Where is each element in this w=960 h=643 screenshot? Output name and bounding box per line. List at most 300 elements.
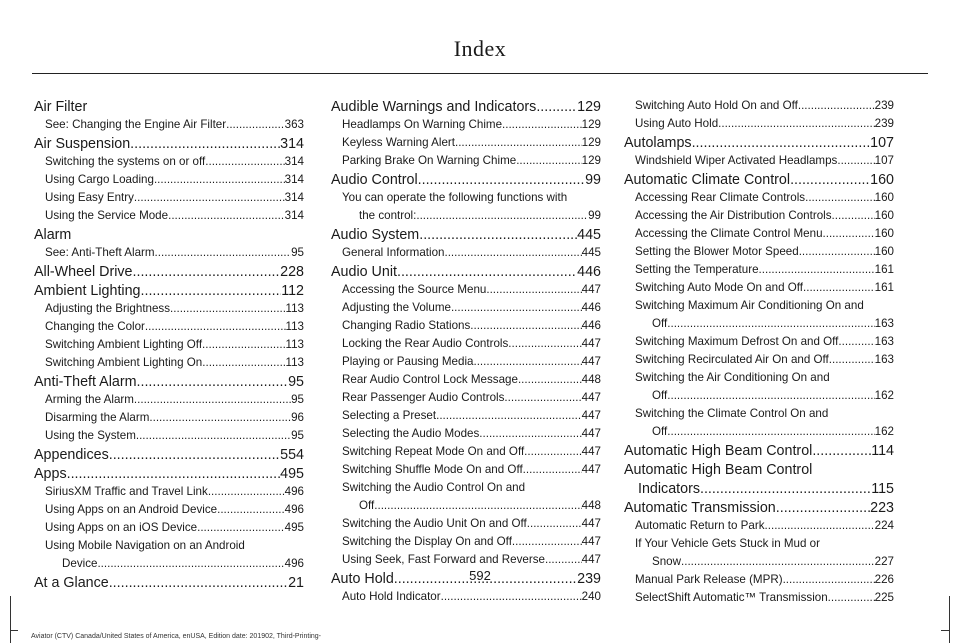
index-heading xyxy=(34,373,304,391)
page-reference: 447 xyxy=(581,553,601,566)
index-subentry xyxy=(624,387,894,405)
entry-label: Switching Ambient Lighting On xyxy=(45,356,203,369)
page-reference: 113 xyxy=(285,302,304,315)
dot-leader xyxy=(502,116,582,134)
crop-mark-right xyxy=(949,596,950,643)
dot-leader xyxy=(374,497,581,515)
index-subentry xyxy=(331,479,601,497)
entry-label: Switching Ambient Lighting Off xyxy=(45,338,203,351)
index-subentry xyxy=(624,315,894,333)
dot-leader xyxy=(524,443,581,461)
page-reference: 227 xyxy=(874,555,894,568)
dot-leader xyxy=(473,353,581,371)
dot-leader xyxy=(154,171,285,189)
entry-label: Switching Maximum Defrost On and Off xyxy=(635,335,839,348)
index-subentry xyxy=(624,152,894,170)
index-subentry xyxy=(331,152,601,170)
entry-label: Switching Maximum Air Conditioning On and xyxy=(635,299,864,312)
page-reference: 161 xyxy=(874,281,894,294)
dot-leader xyxy=(759,261,875,279)
page-reference: 113 xyxy=(285,338,304,351)
dot-leader xyxy=(397,263,577,281)
entry-label: Using Seek, Fast Forward and Reverse xyxy=(342,553,545,566)
dot-leader xyxy=(416,207,588,225)
entry-label: Changing the Color xyxy=(45,320,145,333)
index-heading xyxy=(34,135,304,153)
entry-label: Playing or Pausing Media xyxy=(342,355,474,368)
entry-label: Alarm xyxy=(34,227,72,243)
page-reference: 447 xyxy=(581,427,601,440)
entry-label: Autolamps xyxy=(624,135,692,151)
index-subentry xyxy=(34,244,304,262)
dot-leader xyxy=(109,446,280,464)
index-subentry xyxy=(624,369,894,387)
index-subentry xyxy=(624,405,894,423)
entry-label: Automatic High Beam Control xyxy=(624,462,813,478)
index-subentry xyxy=(624,297,894,315)
index-subentry xyxy=(34,336,304,354)
index-subentry xyxy=(331,371,601,389)
entry-label: Arming the Alarm xyxy=(45,393,134,406)
dot-leader xyxy=(508,335,581,353)
entry-label: Switching Auto Hold On and Off xyxy=(635,99,798,112)
page-reference: 160 xyxy=(874,227,894,240)
index-heading xyxy=(331,226,601,244)
page-reference: 447 xyxy=(581,355,601,368)
dot-leader xyxy=(667,315,874,333)
title-rule xyxy=(32,73,928,74)
page-reference: 160 xyxy=(874,245,894,258)
entry-label: SiriusXM Traffic and Travel Link xyxy=(45,485,208,498)
dot-leader xyxy=(444,244,581,262)
index-subentry xyxy=(34,189,304,207)
entry-label: Switching the Audio Unit On and Off xyxy=(342,517,527,530)
dot-leader xyxy=(798,97,875,115)
entry-label: Accessing the Climate Control Menu xyxy=(635,227,823,240)
index-subentry xyxy=(624,589,894,607)
index-subentry xyxy=(624,423,894,441)
entry-label: Switching the Air Conditioning On and xyxy=(635,371,830,384)
entry-label: Using Apps on an Android Device xyxy=(45,503,218,516)
index-subentry xyxy=(34,153,304,171)
page-reference: 96 xyxy=(291,411,304,424)
index-subentry xyxy=(331,244,601,262)
index-heading xyxy=(34,226,304,244)
entry-label: Selecting a Preset xyxy=(342,409,437,422)
dot-leader xyxy=(536,98,577,116)
page-reference: 314 xyxy=(284,191,304,204)
dot-leader xyxy=(197,519,285,537)
footer-edition: Aviator (CTV) Canada/United States of America, enUSA, Edition date: 201902, Third-Printing- xyxy=(31,633,322,640)
dot-leader xyxy=(134,189,285,207)
entry-label: Air Filter xyxy=(34,99,88,115)
entry-label: Appendices xyxy=(34,447,109,463)
page-reference: 163 xyxy=(874,317,894,330)
page-reference: 446 xyxy=(577,264,601,280)
dot-leader xyxy=(828,589,875,607)
page-reference: 363 xyxy=(284,118,304,131)
dot-leader xyxy=(136,427,291,445)
index-heading xyxy=(624,134,894,152)
index-subentry xyxy=(34,207,304,225)
entry-label: Keyless Warning Alert xyxy=(342,136,455,149)
page-reference: 129 xyxy=(577,99,601,115)
entry-label: Accessing the Air Distribution Controls xyxy=(635,209,832,222)
index-heading xyxy=(331,263,601,281)
page-reference: 447 xyxy=(581,409,601,422)
dot-leader xyxy=(470,317,581,335)
index-subentry xyxy=(34,391,304,409)
index-subentry xyxy=(624,207,894,225)
index-heading xyxy=(34,263,304,281)
index-subentry xyxy=(331,353,601,371)
index-subentry xyxy=(331,299,601,317)
page-reference: 495 xyxy=(284,521,304,534)
index-subentry xyxy=(331,134,601,152)
index-subentry xyxy=(34,409,304,427)
dot-leader xyxy=(134,391,291,409)
index-heading xyxy=(34,282,304,300)
entry-label: Switching Auto Mode On and Off xyxy=(635,281,803,294)
entry-label: Using Auto Hold xyxy=(635,117,719,130)
index-heading xyxy=(331,171,601,189)
dot-leader xyxy=(832,207,875,225)
index-column-1 xyxy=(34,97,304,592)
dot-leader xyxy=(479,425,581,443)
index-subentry xyxy=(624,189,894,207)
page-reference: 239 xyxy=(577,571,601,587)
entry-label: Automatic High Beam Control xyxy=(624,443,813,459)
entry-label: Indicators xyxy=(638,481,700,497)
page-reference: 115 xyxy=(871,481,894,497)
page-reference: 162 xyxy=(874,389,894,402)
dot-leader xyxy=(441,588,582,606)
entry-label: See: Changing the Engine Air Filter xyxy=(45,118,227,131)
dot-leader xyxy=(141,282,282,300)
page-title: Index xyxy=(453,36,507,61)
page-reference: 160 xyxy=(874,191,894,204)
page-reference: 447 xyxy=(581,535,601,548)
entry-label: Switching the Climate Control On and xyxy=(635,407,829,420)
index-subentry xyxy=(331,189,601,207)
entry-label: If Your Vehicle Gets Stuck in Mud or xyxy=(635,537,820,550)
index-subentry xyxy=(624,97,894,115)
entry-label: Device xyxy=(62,557,98,570)
page-reference: 447 xyxy=(581,337,601,350)
dot-leader xyxy=(133,263,281,281)
dot-leader xyxy=(790,171,870,189)
entry-label: Snow xyxy=(652,555,682,568)
entry-label: Using Easy Entry xyxy=(45,191,134,204)
entry-label: Audible Warnings and Indicators xyxy=(331,99,537,115)
dot-leader xyxy=(776,499,870,517)
index-column-2 xyxy=(331,97,601,606)
index-subentry xyxy=(624,517,894,535)
entry-label: Audio Unit xyxy=(331,264,397,280)
entry-label: Windshield Wiper Activated Headlamps xyxy=(635,154,838,167)
crop-mark-bottom-right xyxy=(941,630,949,631)
index-subentry xyxy=(624,535,894,553)
entry-label: Switching Recirculated Air On and Off xyxy=(635,353,829,366)
entry-label: Ambient Lighting xyxy=(34,283,141,299)
index-subentry xyxy=(331,515,601,533)
entry-label: Accessing the Source Menu xyxy=(342,283,487,296)
dot-leader xyxy=(217,501,285,519)
dot-leader xyxy=(812,442,871,460)
dot-leader xyxy=(486,281,581,299)
index-subentry xyxy=(34,519,304,537)
dot-leader xyxy=(829,351,875,369)
entry-label: Accessing Rear Climate Controls xyxy=(635,191,806,204)
page-reference: 448 xyxy=(581,373,601,386)
page-reference: 95 xyxy=(291,393,304,406)
dot-leader xyxy=(205,153,284,171)
dot-leader xyxy=(700,480,871,498)
dot-leader xyxy=(512,533,582,551)
page-reference: 95 xyxy=(288,374,304,390)
page-reference: 445 xyxy=(581,246,601,259)
dot-leader xyxy=(545,551,582,569)
dot-leader xyxy=(667,387,874,405)
index-heading xyxy=(624,461,894,479)
entry-label: Using the Service Mode xyxy=(45,209,169,222)
entry-label: Switching the systems on or off xyxy=(45,155,206,168)
entry-label: Switching the Display On and Off xyxy=(342,535,512,548)
page-reference: 223 xyxy=(870,500,894,516)
dot-leader xyxy=(838,333,874,351)
index-subentry xyxy=(331,425,601,443)
dot-leader xyxy=(765,517,875,535)
index-subentry xyxy=(624,351,894,369)
dot-leader xyxy=(145,318,286,336)
index-heading xyxy=(331,98,601,116)
entry-label: SelectShift Automatic™ Transmission xyxy=(635,591,828,604)
dot-leader xyxy=(523,461,582,479)
entry-label: Setting the Temperature xyxy=(635,263,759,276)
dot-leader xyxy=(202,336,285,354)
entry-label: All-Wheel Drive xyxy=(34,264,133,280)
index-heading xyxy=(34,98,304,116)
page-reference: 314 xyxy=(284,173,304,186)
dot-leader xyxy=(516,152,581,170)
page-reference: 107 xyxy=(874,154,894,167)
index-subentry xyxy=(624,243,894,261)
entry-label: Switching Shuffle Mode On and Off xyxy=(342,463,523,476)
index-subentry xyxy=(331,551,601,569)
dot-leader xyxy=(837,152,874,170)
page-reference: 114 xyxy=(871,443,894,459)
dot-leader xyxy=(170,300,285,318)
page-reference: 95 xyxy=(291,429,304,442)
page-reference: 314 xyxy=(280,136,304,152)
entry-label: Disarming the Alarm xyxy=(45,411,150,424)
page-reference: 160 xyxy=(870,172,894,188)
page-reference: 225 xyxy=(874,591,894,604)
index-heading xyxy=(34,446,304,464)
page-reference: 99 xyxy=(585,172,601,188)
page-reference: 554 xyxy=(280,447,304,463)
page-reference: 228 xyxy=(280,264,304,280)
index-subentry xyxy=(34,171,304,189)
page-reference: 445 xyxy=(577,227,601,243)
dot-leader xyxy=(149,409,291,427)
index-subentry xyxy=(34,537,304,555)
index-heading xyxy=(624,442,894,460)
index-subentry xyxy=(624,115,894,133)
dot-leader xyxy=(803,279,875,297)
entry-label: You can operate the following functions with xyxy=(342,191,568,204)
page-reference: 239 xyxy=(874,99,894,112)
dot-leader xyxy=(137,373,289,391)
index-subentry xyxy=(34,300,304,318)
page-reference: 496 xyxy=(284,557,304,570)
entry-label: Manual Park Release (MPR) xyxy=(635,573,783,586)
crop-mark-left xyxy=(10,596,11,643)
page-reference: 496 xyxy=(284,503,304,516)
entry-label: Automatic Climate Control xyxy=(624,172,791,188)
entry-label: Headlamps On Warning Chime xyxy=(342,118,503,131)
page-reference: 99 xyxy=(588,209,601,222)
index-subentry xyxy=(331,281,601,299)
index-subentry xyxy=(331,207,601,225)
index-subentry xyxy=(331,317,601,335)
entry-label: Switching the Audio Control On and xyxy=(342,481,526,494)
dot-leader xyxy=(130,135,280,153)
entry-label: Off xyxy=(652,389,668,402)
dot-leader xyxy=(799,243,875,261)
dot-leader xyxy=(208,483,285,501)
page-reference: 447 xyxy=(581,517,601,530)
page-reference: 129 xyxy=(581,154,601,167)
entry-label: Locking the Rear Audio Controls xyxy=(342,337,509,350)
entry-label: See: Anti-Theft Alarm xyxy=(45,246,155,259)
page-reference: 162 xyxy=(874,425,894,438)
page-reference: 448 xyxy=(581,499,601,512)
page-reference: 21 xyxy=(288,575,304,591)
page-reference: 314 xyxy=(284,209,304,222)
index-heading xyxy=(624,499,894,517)
page-reference: 107 xyxy=(870,135,894,151)
dot-leader xyxy=(168,207,285,225)
page-reference: 163 xyxy=(874,353,894,366)
page-reference: 447 xyxy=(581,463,601,476)
dot-leader xyxy=(418,171,585,189)
index-subentry xyxy=(624,225,894,243)
page-reference: 446 xyxy=(581,301,601,314)
dot-leader xyxy=(667,423,874,441)
page-reference: 112 xyxy=(281,283,304,299)
crop-mark-bottom-left xyxy=(10,630,18,631)
dot-leader xyxy=(455,134,582,152)
index-subentry xyxy=(624,333,894,351)
page-reference: 447 xyxy=(581,283,601,296)
dot-leader xyxy=(419,226,577,244)
index-subentry xyxy=(331,443,601,461)
dot-leader xyxy=(226,116,285,134)
entry-label: Adjusting the Brightness xyxy=(45,302,171,315)
index-subentry xyxy=(331,533,601,551)
dot-leader xyxy=(451,299,582,317)
page-reference: 95 xyxy=(291,246,304,259)
page-reference: 495 xyxy=(280,466,304,482)
entry-label: Apps xyxy=(34,466,67,482)
index-subentry xyxy=(34,116,304,134)
entry-label: the control: xyxy=(359,209,417,222)
index-subentry xyxy=(331,389,601,407)
dot-leader xyxy=(202,354,285,372)
dot-leader xyxy=(155,244,292,262)
page-reference: 129 xyxy=(581,118,601,131)
page-reference: 163 xyxy=(874,335,894,348)
index-heading xyxy=(34,465,304,483)
entry-label: Anti-Theft Alarm xyxy=(34,374,137,390)
index-column-3 xyxy=(624,97,894,607)
index-subentry xyxy=(34,318,304,336)
entry-label: Rear Audio Control Lock Message xyxy=(342,373,518,386)
index-heading xyxy=(624,171,894,189)
index-subentry xyxy=(331,407,601,425)
index-subentry xyxy=(331,497,601,515)
page-reference: 447 xyxy=(581,445,601,458)
entry-label: Audio System xyxy=(331,227,420,243)
page-reference: 239 xyxy=(874,117,894,130)
index-subentry xyxy=(34,501,304,519)
entry-label: Automatic Return to Park xyxy=(635,519,765,532)
dot-leader xyxy=(518,371,582,389)
index-subentry xyxy=(331,461,601,479)
entry-label: Using Cargo Loading xyxy=(45,173,154,186)
entry-label: Off xyxy=(652,425,668,438)
entry-label: Rear Passenger Audio Controls xyxy=(342,391,505,404)
index-subentry xyxy=(624,261,894,279)
page-reference: 496 xyxy=(284,485,304,498)
dot-leader xyxy=(692,134,871,152)
dot-leader xyxy=(527,515,582,533)
entry-label: Using the System xyxy=(45,429,136,442)
dot-leader xyxy=(823,225,875,243)
page-reference: 314 xyxy=(284,155,304,168)
page-reference: 113 xyxy=(285,356,304,369)
page-reference: 224 xyxy=(874,519,894,532)
dot-leader xyxy=(67,465,281,483)
entry-label: At a Glance xyxy=(34,575,109,591)
entry-label: Using Mobile Navigation on an Android xyxy=(45,539,245,552)
page-reference: 447 xyxy=(581,391,601,404)
index-subentry xyxy=(331,335,601,353)
index-subentry xyxy=(34,427,304,445)
entry-label: Off xyxy=(359,499,375,512)
index-subentry xyxy=(624,279,894,297)
dot-leader xyxy=(805,189,875,207)
entry-label: Using Apps on an iOS Device xyxy=(45,521,198,534)
page-number: 592 xyxy=(469,568,491,583)
entry-label: Audio Control xyxy=(331,172,418,188)
dot-leader xyxy=(504,389,581,407)
index-subentry xyxy=(34,483,304,501)
entry-label: Adjusting the Volume xyxy=(342,301,451,314)
page-reference: 240 xyxy=(581,590,601,603)
entry-label: Auto Hold Indicator xyxy=(342,590,441,603)
page-reference: 160 xyxy=(874,209,894,222)
entry-label: Setting the Blower Motor Speed xyxy=(635,245,799,258)
entry-label: Off xyxy=(652,317,668,330)
page-reference: 129 xyxy=(581,136,601,149)
entry-label: Parking Brake On Warning Chime xyxy=(342,154,517,167)
entry-label: Switching Repeat Mode On and Off xyxy=(342,445,525,458)
dot-leader xyxy=(718,115,875,133)
page-reference: 446 xyxy=(581,319,601,332)
index-subentry xyxy=(331,588,601,606)
